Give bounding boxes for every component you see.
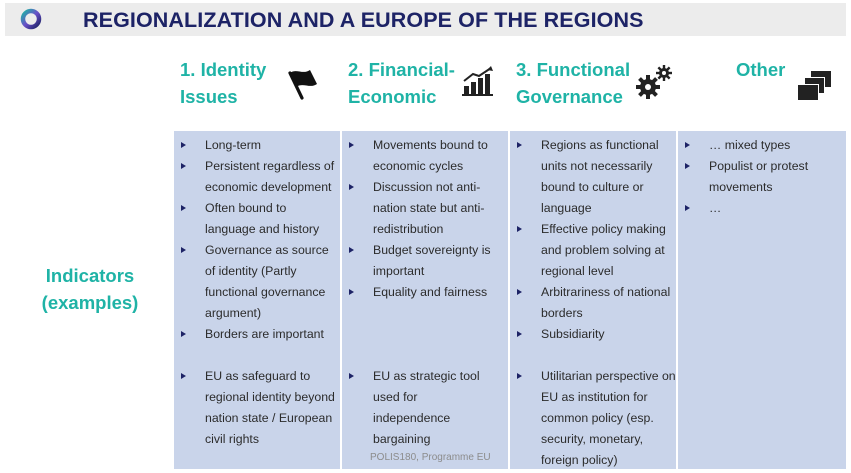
stacked-pages-icon: [797, 70, 833, 102]
gears-icon: [634, 63, 674, 101]
bullet-list-identity: [174, 135, 340, 450]
bullet-list-other: [678, 135, 818, 219]
bullet-item: Long-term: [174, 135, 340, 156]
heading-line: Other: [736, 59, 786, 80]
logo-ring-icon: [20, 8, 42, 30]
column-heading-identity: [180, 56, 266, 110]
bullet-item: Populist or protest movements: [678, 156, 818, 198]
bullet-item: Discussion not anti-nation state but anti-redistribution: [342, 177, 492, 240]
bullet-item: Governance as source of identity (Partly functional governance argument): [174, 240, 340, 324]
heading-line: Governance: [516, 86, 623, 107]
bullet-item: Movements bound to economic cycles: [342, 135, 492, 177]
bullet-list-financial: [342, 135, 492, 450]
bullet-item: Budget sovereignty is important: [342, 240, 492, 282]
bullet-item: EU as strategic tool used for independence bargaining: [342, 366, 492, 450]
row-label: Indicators (examples): [41, 265, 139, 313]
flag-icon: [287, 65, 323, 101]
bullet-item: Often bound to language and history: [174, 198, 340, 240]
heading-line: 1. Identity: [180, 59, 267, 80]
bullet-item: Subsidiarity: [510, 324, 676, 345]
bullet-item: Equality and fairness: [342, 282, 492, 303]
heading-line: 2. Financial-: [348, 59, 455, 80]
column-heading-financial: [348, 56, 455, 110]
bullet-item: Persistent regardless of economic development: [174, 156, 340, 198]
heading-line: Issues: [180, 86, 238, 107]
bullet-item: EU as safeguard to regional identity beyond nation state / European civil rights: [174, 366, 340, 450]
bullet-item: Regions as functional units not necessarily bound to culture or language: [510, 135, 676, 219]
bullet-item: Arbitrariness of national borders: [510, 282, 676, 324]
bullet-item: … mixed types: [678, 135, 818, 156]
heading-line: 3. Functional: [516, 59, 631, 80]
heading-line: Economic: [348, 86, 437, 107]
bullet-item: …: [678, 198, 818, 219]
bullet-list-functional: [510, 135, 676, 471]
footer-text: POLIS180, Programme EU: [370, 452, 491, 463]
slide-title: REGIONALIZATION AND A EUROPE OF THE REGIONS: [83, 8, 644, 32]
bullet-item: Utilitarian perspective on EU as institution for common policy (esp. security, monetary, foreign policy): [510, 366, 676, 471]
bullet-item: Borders are important: [174, 324, 340, 345]
column-heading-other: [736, 56, 785, 83]
column-heading-functional: [516, 56, 630, 110]
bullet-item: Effective policy making and problem solving at regional level: [510, 219, 676, 282]
bar-chart-icon: [462, 66, 494, 96]
